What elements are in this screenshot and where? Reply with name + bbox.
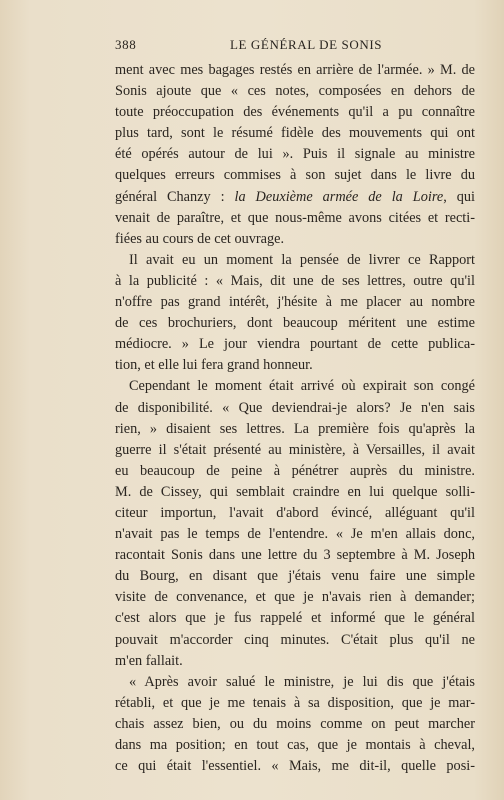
text-line: dans ma position; en tout cas, que je montais à cheval, <box>115 737 475 753</box>
text-fragment: général Chanzy : <box>115 188 235 205</box>
text-line: n'offre pas grand intérêt, j'hésite à me placer au nombre <box>115 294 475 311</box>
text-line: toute préoccupation des événements qu'il a pu connaître <box>115 104 475 121</box>
text-line: Il avait eu un moment la pensée de livrer ce Rapport <box>129 251 475 268</box>
text-line: n'avait pas le temps de l'entendre. « Je m'en allais donc, <box>115 526 475 543</box>
text-line: M. de Cissey, qui semblait craindre en lui quelque solli- <box>115 483 475 500</box>
text-line: m'en fallait. <box>115 652 183 669</box>
text-line: chais assez bien, ou du moins comme on peut marcher <box>115 715 475 732</box>
body-text <box>115 60 475 777</box>
text-line: guerre il s'était présenté au ministère, à Versailles, il avait <box>115 441 475 458</box>
page-number: 388 <box>115 37 137 52</box>
running-title: LE GÉNÉRAL DE SONIS <box>230 37 383 52</box>
text-line: médiocre. » Le jour viendra pourtant de cette publica- <box>115 336 475 353</box>
text-line: pouvait m'accorder cinq minutes. C'était plus qu'il ne <box>115 631 475 648</box>
text-line: été opérés autour de lui ». Puis il signale au ministre <box>115 146 475 163</box>
text-line: Sonis ajoute que « ces notes, composées en dehors de <box>115 83 475 100</box>
text-line: citeur importun, l'avait d'abord évincé, alléguant qu'il <box>115 504 475 521</box>
text-line: visite de convenance, et que je n'avais rien à demander; <box>115 589 475 606</box>
text-line: rétabli, et que je me tenais à sa disposition, que je mar- <box>115 694 475 711</box>
text-line: quelques erreurs commises à son sujet dans le livre du <box>115 167 475 184</box>
text-fragment: , qui <box>443 188 475 205</box>
text-line: du Bourg, en disant que j'étais venu faire une simple <box>115 568 475 585</box>
text-line-with-italic <box>115 187 475 208</box>
text-line: de ces brochuriers, dont beaucoup méritent une estime <box>115 315 475 332</box>
text-line: ment avec mes bagages restés en arrière de l'armée. » M. de <box>115 62 475 78</box>
text-line: « Après avoir salué le ministre, je lui dis que j'étais <box>129 673 475 690</box>
text-line: racontait Sonis dans une lettre du 3 septembre à M. Joseph <box>115 547 475 564</box>
text-line: c'est alors que je fus rappelé et informé que le général <box>115 610 475 627</box>
text-line: fiées au cours de cet ouvrage. <box>115 230 285 247</box>
text-line: venait de paraître, et que nous-même avons citées et recti- <box>115 209 475 226</box>
book-title-italic: la Deuxième armée de la Loire <box>234 188 444 205</box>
text-line: eu beaucoup de peine à pénétrer auprès du ministre. <box>115 462 475 479</box>
text-line: rien, » disaient ses lettres. La première fois qu'après la <box>115 420 475 437</box>
text-line: Cependant le moment était arrivé où expirait son congé <box>129 378 475 395</box>
text-line: ce qui était l'essentiel. « Mais, me dit-il, quelle posi- <box>115 758 475 775</box>
text-line: à la publicité : « Mais, dit une de ses lettres, outre qu'il <box>115 272 475 289</box>
page-header <box>115 37 475 57</box>
text-line: de disponibilité. « Que deviendrai-je alors? Je n'en sais <box>115 399 475 416</box>
text-line: tion, et elle lui fera grand honneur. <box>115 357 313 374</box>
text-line: plus tard, sont le résumé fidèle des mouvements qui ont <box>115 125 475 142</box>
